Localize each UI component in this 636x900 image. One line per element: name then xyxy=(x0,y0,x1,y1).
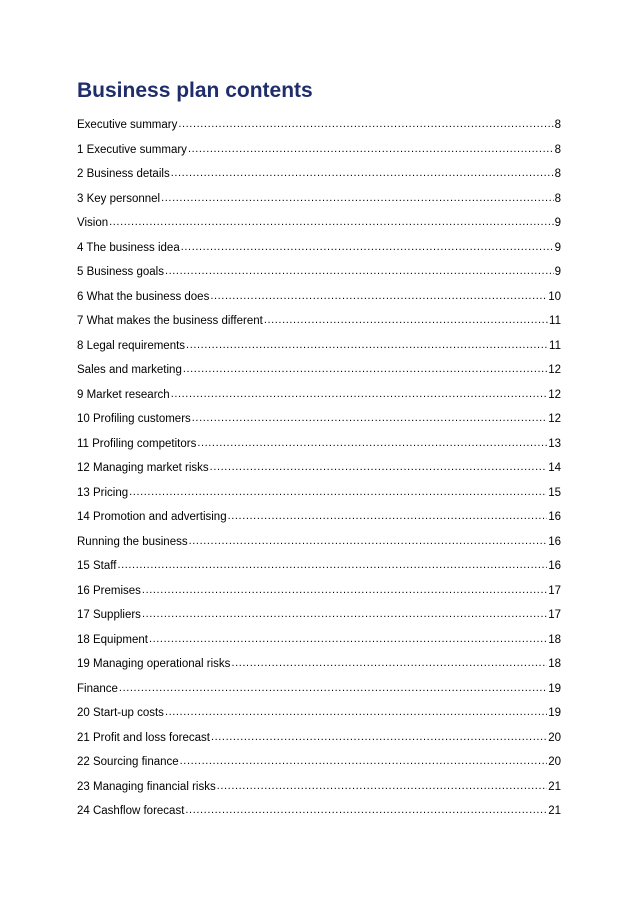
toc-entry[interactable] xyxy=(77,583,561,608)
toc-entry-page-number: 8 xyxy=(554,119,561,131)
toc-entry[interactable] xyxy=(77,656,561,681)
toc-entry[interactable] xyxy=(77,681,561,706)
toc-entry-label: 23 Managing financial risks xyxy=(77,780,216,793)
toc-dot-leader xyxy=(171,165,554,179)
toc-entry-page-number: 21 xyxy=(548,805,561,817)
toc-dot-leader xyxy=(185,802,547,816)
toc-dot-leader xyxy=(192,410,547,424)
toc-entry-page-number: 20 xyxy=(548,731,561,744)
toc-entry[interactable] xyxy=(77,191,561,216)
toc-entry[interactable] xyxy=(77,289,561,314)
toc-entry-label: 1 Executive summary xyxy=(77,143,187,156)
toc-entry[interactable] xyxy=(77,705,561,730)
toc-entry-page-number: 16 xyxy=(548,535,561,548)
toc-entry-page-number: 16 xyxy=(548,560,561,572)
toc-dot-leader xyxy=(149,631,547,645)
toc-entry[interactable] xyxy=(77,411,561,436)
toc-dot-leader xyxy=(161,190,553,204)
toc-entry-label: 5 Business goals xyxy=(77,266,164,278)
toc-entry[interactable] xyxy=(77,779,561,804)
toc-entry[interactable] xyxy=(77,240,561,265)
toc-entry[interactable] xyxy=(77,803,561,828)
toc-entry-page-number: 18 xyxy=(548,633,561,646)
toc-entry-label: 14 Promotion and advertising xyxy=(77,511,227,523)
toc-entry[interactable] xyxy=(77,607,561,632)
toc-dot-leader xyxy=(109,214,553,228)
toc-entry-label: 13 Pricing xyxy=(77,486,129,499)
toc-entry-page-number: 19 xyxy=(548,682,561,695)
toc-entry-label: Vision xyxy=(77,217,109,229)
toc-entry[interactable] xyxy=(77,338,561,363)
toc-entry-label: 15 Staff xyxy=(77,560,117,572)
toc-entry-page-number: 10 xyxy=(548,290,561,303)
toc-dot-leader xyxy=(117,557,547,571)
toc-entry-label: 22 Sourcing finance xyxy=(77,756,179,768)
toc-entry[interactable] xyxy=(77,485,561,510)
toc-entry[interactable] xyxy=(77,730,561,755)
toc-dot-leader xyxy=(129,484,547,498)
toc-entry-page-number: 9 xyxy=(554,266,561,278)
toc-entry-page-number: 15 xyxy=(548,486,561,499)
toc-entry-page-number: 8 xyxy=(554,143,561,156)
toc-entry-label: 12 Managing market risks xyxy=(77,462,209,474)
toc-entry-label: 8 Legal requirements xyxy=(77,339,186,352)
toc-dot-leader xyxy=(142,582,547,596)
toc-entry-label: Running the business xyxy=(77,535,188,548)
toc-entry-page-number: 12 xyxy=(548,364,561,376)
toc-entry[interactable] xyxy=(77,215,561,240)
toc-entry-label: Executive summary xyxy=(77,119,178,131)
toc-entry-label: 10 Profiling customers xyxy=(77,413,191,425)
toc-entry-label: Sales and marketing xyxy=(77,364,182,376)
toc-entry-label: Finance xyxy=(77,682,118,695)
toc-dot-leader xyxy=(165,704,547,718)
toc-entry[interactable] xyxy=(77,264,561,289)
toc-dot-leader xyxy=(188,141,554,155)
toc-entry-page-number: 14 xyxy=(548,462,561,474)
toc-dot-leader xyxy=(142,606,547,620)
toc-entry-page-number: 11 xyxy=(549,339,561,352)
toc-entry-label: 16 Premises xyxy=(77,584,141,597)
toc-dot-leader xyxy=(171,386,548,400)
toc-entry[interactable] xyxy=(77,313,561,338)
toc-entry-page-number: 21 xyxy=(548,780,561,793)
toc-entry[interactable] xyxy=(77,387,561,412)
toc-entry-page-number: 18 xyxy=(548,658,561,670)
toc-entry[interactable] xyxy=(77,558,561,583)
toc-dot-leader xyxy=(186,337,548,351)
toc-entry-label: 6 What the business does xyxy=(77,290,210,303)
toc-entry-label: 18 Equipment xyxy=(77,633,148,646)
toc-dot-leader xyxy=(180,753,548,767)
toc-dot-leader xyxy=(210,288,547,302)
toc-entry-label: 21 Profit and loss forecast xyxy=(77,731,210,744)
toc-entry-label: 3 Key personnel xyxy=(77,192,161,205)
toc-dot-leader xyxy=(183,361,547,375)
toc-entry-label: 7 What makes the business different xyxy=(77,315,263,327)
toc-entry-label: 4 The business idea xyxy=(77,241,180,254)
toc-dot-leader xyxy=(231,655,547,669)
toc-dot-leader xyxy=(197,435,547,449)
toc-entry-page-number: 11 xyxy=(549,315,561,327)
toc-entry-page-number: 12 xyxy=(548,388,561,401)
toc-entry[interactable] xyxy=(77,436,561,461)
toc-entry-page-number: 12 xyxy=(548,413,561,425)
toc-entry[interactable] xyxy=(77,534,561,559)
toc-entry[interactable] xyxy=(77,362,561,387)
toc-entry-page-number: 8 xyxy=(554,192,561,205)
toc-dot-leader xyxy=(264,312,548,326)
toc-dot-leader xyxy=(228,508,548,522)
toc-entry-page-number: 19 xyxy=(548,707,561,719)
toc-dot-leader xyxy=(211,729,547,743)
toc-entry-page-number: 9 xyxy=(554,217,561,229)
toc-entry-label: 20 Start-up costs xyxy=(77,707,164,719)
toc-dot-leader xyxy=(165,263,554,277)
table-of-contents xyxy=(77,117,561,828)
toc-entry[interactable] xyxy=(77,632,561,657)
toc-entry-label: 19 Managing operational risks xyxy=(77,658,231,670)
toc-dot-leader xyxy=(119,680,547,694)
toc-entry-page-number: 17 xyxy=(548,584,561,597)
toc-dot-leader xyxy=(189,533,548,547)
toc-entry[interactable] xyxy=(77,117,561,142)
toc-dot-leader xyxy=(217,778,547,792)
toc-entry-page-number: 20 xyxy=(548,756,561,768)
toc-entry-page-number: 16 xyxy=(548,511,561,523)
toc-entry[interactable] xyxy=(77,754,561,779)
toc-dot-leader xyxy=(181,239,554,253)
toc-entry[interactable] xyxy=(77,166,561,191)
toc-entry-page-number: 17 xyxy=(548,609,561,621)
toc-entry-page-number: 13 xyxy=(548,437,561,450)
toc-dot-leader xyxy=(178,116,553,130)
toc-entry[interactable] xyxy=(77,460,561,485)
toc-entry-label: 11 Profiling competitors xyxy=(77,437,197,450)
toc-entry-label: 24 Cashflow forecast xyxy=(77,805,185,817)
page-title: Business plan contents xyxy=(77,79,313,102)
toc-entry-page-number: 8 xyxy=(554,168,561,180)
toc-entry[interactable] xyxy=(77,142,561,167)
toc-entry[interactable] xyxy=(77,509,561,534)
toc-entry-page-number: 9 xyxy=(554,241,561,254)
toc-entry-label: 17 Suppliers xyxy=(77,609,141,621)
toc-entry-label: 2 Business details xyxy=(77,168,170,180)
toc-entry-label: 9 Market research xyxy=(77,388,170,401)
toc-dot-leader xyxy=(210,459,548,473)
